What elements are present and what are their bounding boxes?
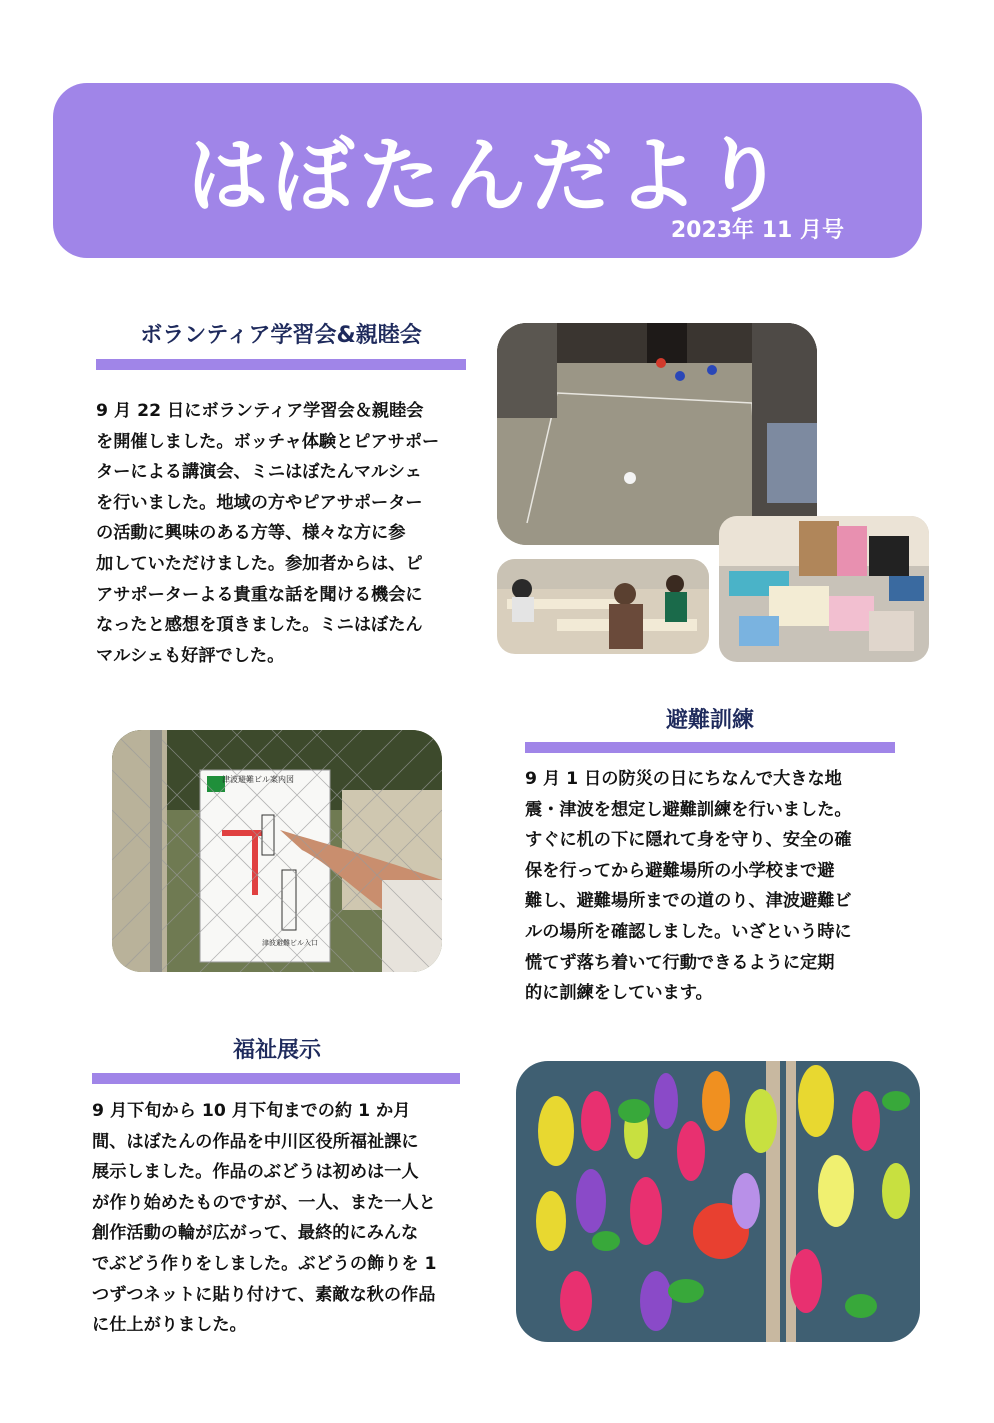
evacuation-rule xyxy=(525,742,895,753)
exhibit-line: に仕上がりました。 xyxy=(92,1315,247,1336)
evacuation-text xyxy=(525,764,900,1009)
exhibit-text xyxy=(92,1096,470,1341)
grape-artwork-photo xyxy=(516,1061,920,1342)
sign-entrance-label: 津波避難ビル入口 xyxy=(262,939,318,947)
boccia-photo xyxy=(497,323,817,545)
exhibit-line: 間、はぼたんの作品を中川区役所福祉課に xyxy=(92,1131,419,1152)
volunteer-line: ターによる講演会、ミニはぼたんマルシェ xyxy=(96,462,422,483)
exhibit-line: 創作活動の輪が広がって、最終的にみんな xyxy=(92,1223,419,1244)
exhibit-heading: 福祉展示 xyxy=(232,1038,321,1063)
evacuation-heading: 避難訓練 xyxy=(665,708,754,733)
volunteer-line: 加していただけました。参加者からは、ピ xyxy=(96,553,423,574)
volunteer-line: アサポーターよる貴重な話を聞ける機会に xyxy=(96,584,423,605)
exhibit-rule xyxy=(92,1073,460,1084)
volunteer-line: 9 月 22 日にボランティア学習会＆親睦会 xyxy=(96,401,424,421)
issue-date: 2023年 11 月号 xyxy=(670,218,844,243)
header-banner xyxy=(53,83,922,258)
exhibit-line: 9 月下旬から 10 月下旬までの約 1 か月 xyxy=(92,1101,411,1121)
newsletter-title: はぼたんだより xyxy=(186,129,789,224)
volunteer-line: の活動に興味のある方等、様々な方に参 xyxy=(96,523,406,544)
volunteer-text xyxy=(96,396,471,671)
evacuation-line: ルの場所を確認しました。いざという時に xyxy=(525,921,852,942)
evacuation-line: 慌てず落ち着いて行動できるように定期 xyxy=(525,952,835,973)
sign-title: 津波避難ビル案内図 xyxy=(222,775,294,784)
evacuation-line: 9 月 1 日の防災の日にちなんで大きな地 xyxy=(525,769,842,789)
exhibit-line: が作り始めたものですが、一人、また一人と xyxy=(92,1192,436,1213)
volunteer-line: マルシェも好評でした。 xyxy=(96,645,285,666)
evacuation-line: 保を行ってから避難場所の小学校まで避 xyxy=(525,860,835,881)
volunteer-line: を開催しました。ボッチャ体験とピアサポー xyxy=(96,431,440,452)
evacuation-line: すぐに机の下に隠れて身を守り、安全の確 xyxy=(525,830,852,851)
evacuation-line: 震・津波を想定し避難訓練を行いました。 xyxy=(525,799,852,820)
exhibit-line: つずつネットに貼り付けて、素敵な秋の作品 xyxy=(92,1284,436,1305)
volunteer-line: なったと感想を頂きました。ミニはぼたん xyxy=(96,615,423,636)
exhibit-line: 展示しました。作品のぶどうは初めは一人 xyxy=(92,1162,419,1183)
marche-photo xyxy=(719,516,929,662)
volunteer-rule xyxy=(96,359,466,370)
volunteer-heading: ボランティア学習会&親睦会 xyxy=(140,323,422,348)
lecture-photo xyxy=(497,559,709,654)
exhibit-line: でぶどう作りをしました。ぶどうの飾りを 1 xyxy=(92,1253,437,1274)
evacuation-line: 難し、避難場所までの道のり、津波避難ビ xyxy=(525,891,852,912)
volunteer-line: を行いました。地域の方やピアサポーター xyxy=(96,492,423,513)
evacuation-line: 的に訓練をしています。 xyxy=(525,983,713,1004)
evacuation-sign-photo xyxy=(112,730,442,972)
